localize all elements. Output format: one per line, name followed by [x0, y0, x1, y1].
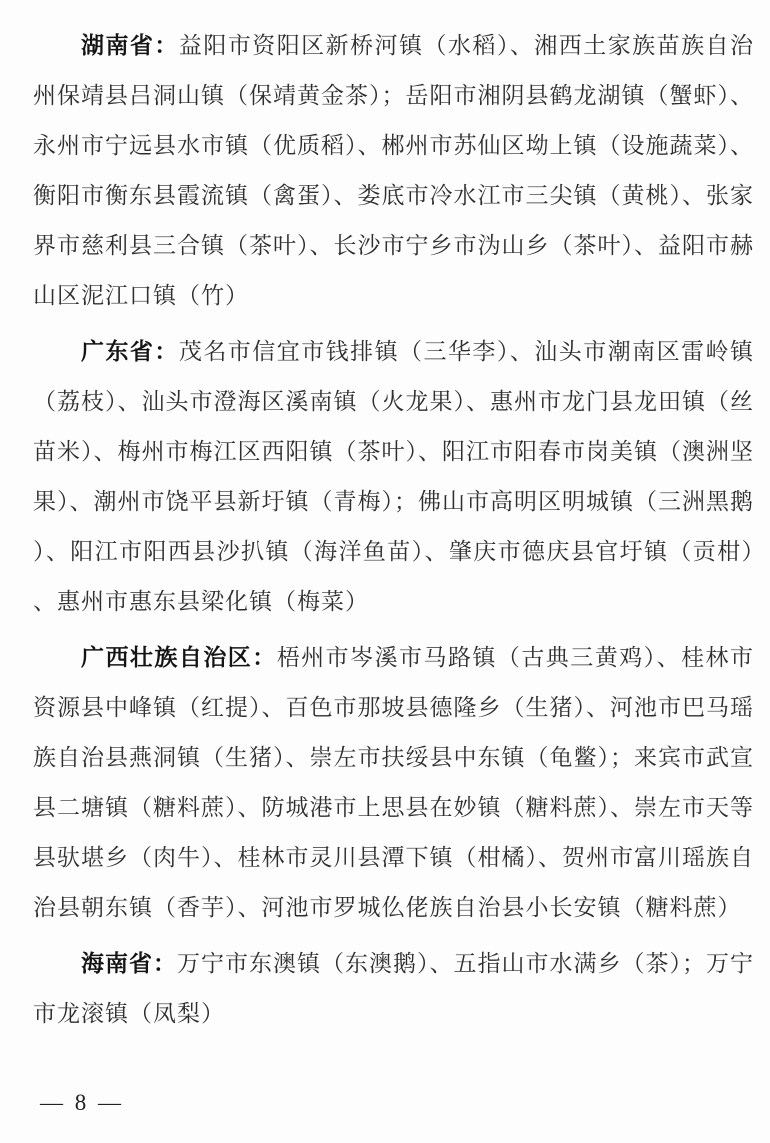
paragraph-hainan	[33, 938, 754, 1039]
province-towns-hunan: 益阳市资阳区新桥河镇（水稻）、湘西土家族苗族自治州保靖县吕洞山镇（保靖黄金茶）；岳阳市湘阴县鹤龙湖镇（蟹虾）、永州市宁远县水市镇（优质稻）、郴州市苏仙区坳上镇（设施蔬菜）、衡阳市衡东县霞流镇（禽蛋）、娄底市冷水江市三尖镇（黄桃）、张家界市慈利县三合镇（茶叶）、长沙市宁乡市沩山乡（茶叶）、益阳市赫山区泥江口镇（竹）	[33, 33, 755, 308]
province-name-hunan: 湖南省：	[81, 32, 179, 58]
paragraph-guangxi	[33, 632, 754, 933]
province-name-guangxi: 广西壮族自治区：	[81, 644, 277, 670]
page-number: — 8 —	[40, 1090, 124, 1115]
province-towns-guangxi: 梧州市岑溪市马路镇（古典三黄鸡）、桂林市资源县中峰镇（红提）、百色市那坡县德隆乡（生猪）、河池市巴马瑶族自治县燕洞镇（生猪）、崇左市扶绥县中东镇（龟鳖）；来宾市武宣县二塘镇（糖料蔗）、防城港市上思县在妙镇（糖料蔗）、崇左市天等县驮堪乡（肉牛）、桂林市灵川县潭下镇（柑橘）、贺州市富川瑶族自治县朝东镇（香芋）、河池市罗城仫佬族自治县小长安镇（糖料蔗）	[33, 645, 755, 920]
province-name-guangdong: 广东省：	[81, 338, 179, 364]
province-name-hainan: 海南省：	[81, 950, 177, 976]
paragraph-hunan	[33, 20, 754, 321]
province-towns-hainan: 万宁市东澳镇（东澳鹅）、五指山市水满乡（茶）；万宁市龙滚镇（凤梨）	[33, 951, 754, 1026]
paragraph-guangdong	[33, 326, 754, 627]
province-towns-guangdong: 茂名市信宜市钱排镇（三华李）、汕头市潮南区雷岭镇（荔枝）、汕头市澄海区溪南镇（火龙果）、惠州市龙门县龙田镇（丝苗米）、梅州市梅江区西阳镇（茶叶）、阳江市阳春市岗美镇（澳洲坚果）、潮州市饶平县新圩镇（青梅）；佛山市高明区明城镇（三洲黑鹅）、阳江市阳西县沙扒镇（海洋鱼苗）、肇庆市德庆县官圩镇（贡柑）、惠州市惠东县梁化镇（梅菜）	[33, 339, 755, 614]
